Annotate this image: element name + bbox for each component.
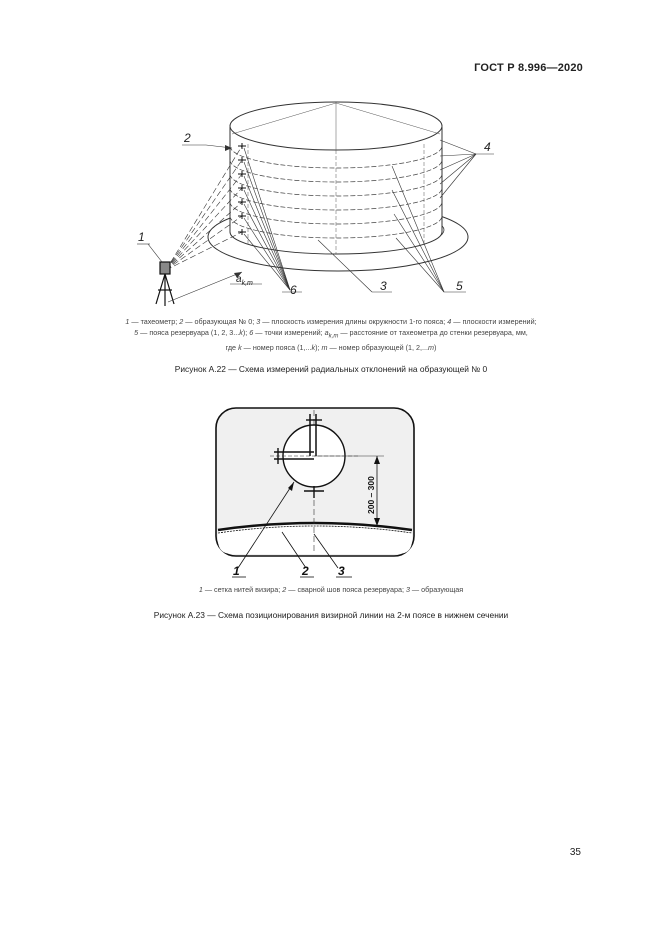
fig23-label-1: 1	[233, 564, 240, 578]
dimension-label: 200 – 300	[366, 476, 376, 514]
label-2: 2	[184, 131, 191, 145]
label-1: 1	[138, 230, 145, 244]
svg-text:ak,m: $a_{k,m}$	[236, 274, 253, 287]
legend-line-3: где k — номер пояса (1,...k); m — номер образующей (1, 2,...m)	[225, 343, 437, 353]
legend-line-1: 1 — тахеометр; 2 — образующая № 0; 3 — плоскость измерения длины окружности 1-го пояса; 4 — плоскости измерений;	[125, 317, 537, 326]
akm-label: a	[236, 274, 242, 285]
label-6: 6	[290, 283, 297, 297]
label-5: 5	[456, 279, 463, 293]
fig23-label-2: 2	[302, 564, 309, 578]
fig23-label-3: 3	[338, 564, 345, 578]
label-3: 3	[380, 279, 387, 293]
document-header: ГОСТ Р 8.996—2020	[474, 62, 583, 74]
label-4: 4	[484, 140, 491, 154]
figure-a23-legend: 1 — сетка нитей визира; 2 — сварной шов пояса резервуара; 3 — образующая	[198, 585, 464, 594]
figure-a22-caption: Рисунок А.22 — Схема измерений радиальных отклонений на образующей № 0	[174, 364, 488, 374]
figure-a23-caption: Рисунок А.23 — Схема позиционирования визирной линии на 2-м поясе в нижнем сечении	[153, 610, 509, 620]
page-number: 35	[569, 847, 581, 858]
legend-line-2: 5 — пояса резервуара (1, 2, 3...k); 6 — точки измерений; $a_{k,m}$ — расстояние от тахеометра до стенки резервуара, мм,	[134, 328, 528, 340]
